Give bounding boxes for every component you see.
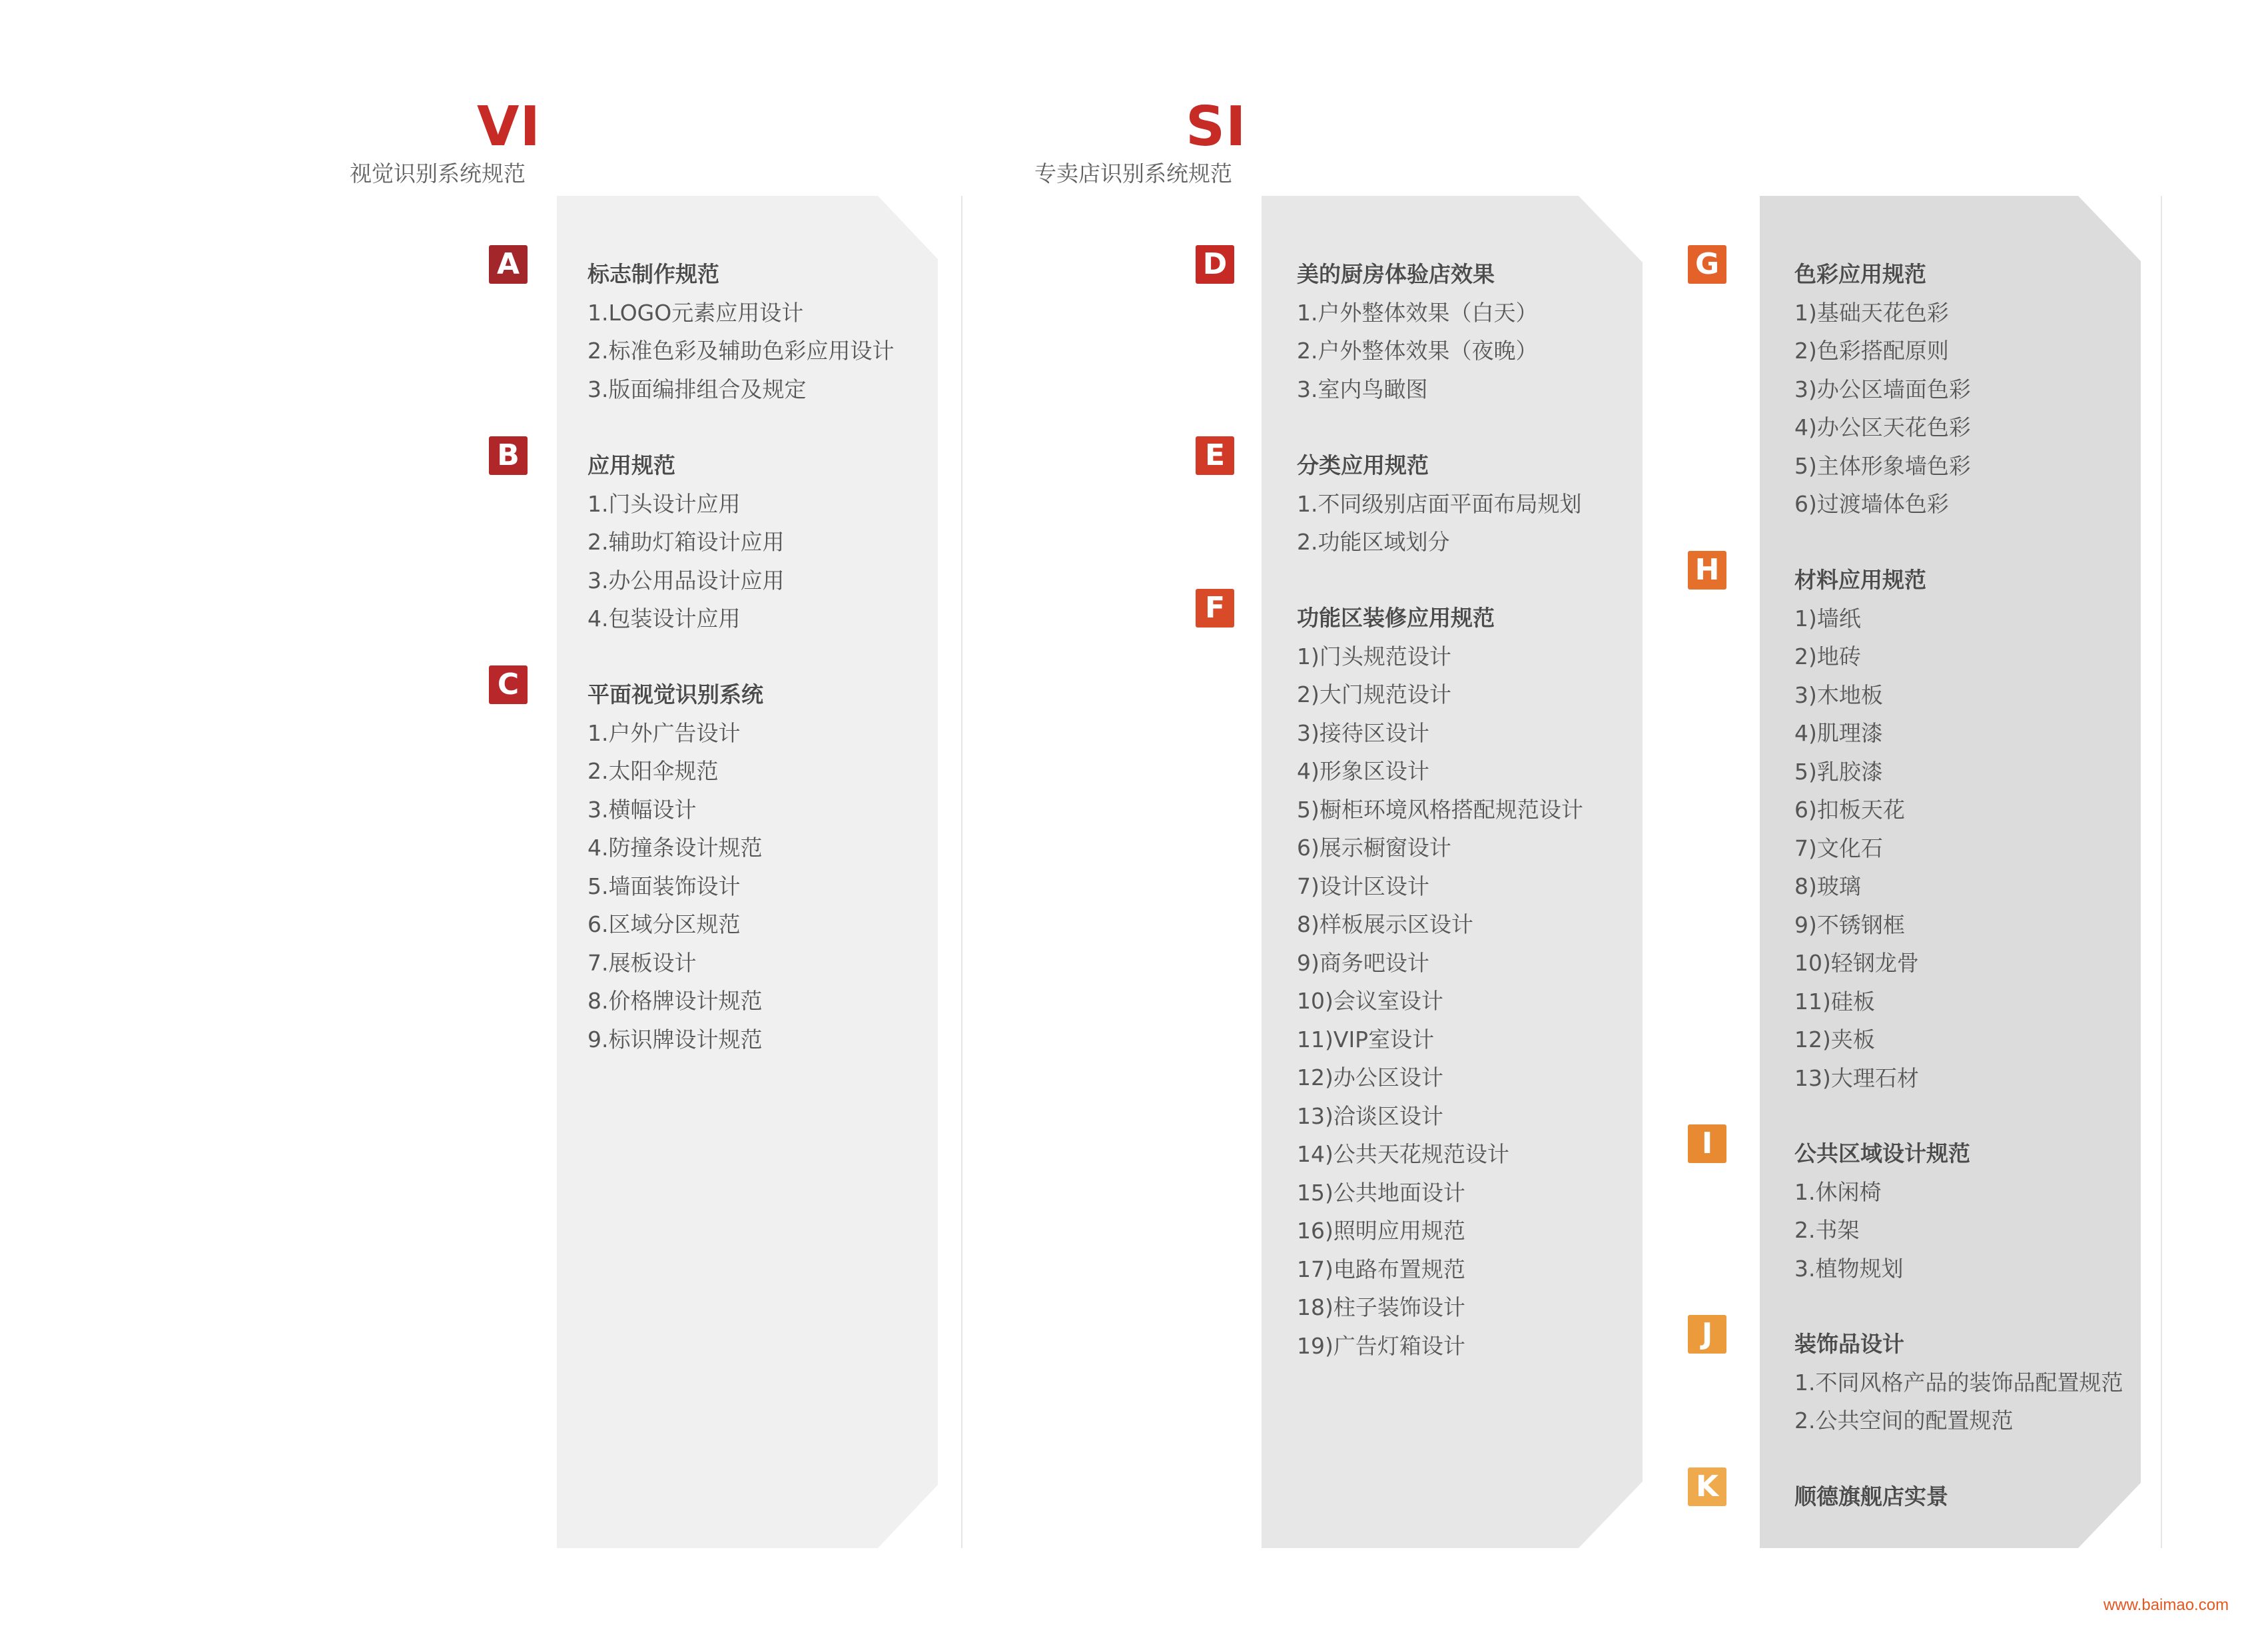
section-item: 1.不同风格产品的装饰品配置规范: [1794, 1369, 2123, 1396]
section-a: [587, 255, 895, 408]
section-item: 4.防撞条设计规范: [587, 835, 763, 861]
section-item: 8)玻璃: [1794, 873, 1861, 899]
section-f: [1297, 599, 1583, 1365]
section-badge-letter: E: [1204, 438, 1226, 472]
section-item: 4)办公区天花色彩: [1794, 414, 1971, 440]
section-title: 功能区装修应用规范: [1297, 605, 1495, 631]
section-item: 2)大门规范设计: [1297, 681, 1451, 707]
section-item: 2.辅助灯箱设计应用: [587, 529, 785, 555]
section-title: 装饰品设计: [1794, 1331, 1904, 1357]
section-d: [1297, 255, 1538, 408]
si-subtitle: 专卖店识别系统规范: [1034, 161, 1232, 187]
section-badge-h: [1688, 551, 1726, 590]
section-item: 5.墙面装饰设计: [587, 873, 741, 899]
section-title: 分类应用规范: [1297, 452, 1429, 478]
section-item: 10)轻钢龙骨: [1794, 950, 1919, 976]
section-item: 2.功能区域划分: [1297, 529, 1450, 555]
section-item: 10)会议室设计: [1297, 988, 1443, 1014]
section-title: 色彩应用规范: [1794, 261, 1926, 287]
section-item: 2.标准色彩及辅助色彩应用设计: [587, 338, 895, 364]
section-item: 5)橱柜环境风格搭配规范设计: [1297, 796, 1583, 823]
section-b: [587, 446, 785, 638]
section-item: 5)主体形象墙色彩: [1794, 452, 1971, 479]
section-item: 7)文化石: [1794, 835, 1883, 861]
divider-vi-si: [961, 196, 962, 1548]
section-badge-i: [1688, 1124, 1726, 1163]
section-badge-e: [1196, 436, 1234, 475]
section-badge-a: [489, 245, 528, 284]
section-g: [1794, 255, 1971, 524]
watermark-text: www.baimao.com: [2103, 1596, 2229, 1614]
section-badge-d: [1196, 245, 1234, 284]
section-item: 6.区域分区规范: [587, 911, 741, 937]
divider-right-edge: [2161, 196, 2162, 1548]
section-item: 1)门头规范设计: [1297, 643, 1451, 669]
section-item: 1)基础天花色彩: [1794, 299, 1949, 326]
section-i: [1794, 1134, 1970, 1288]
section-k: [1794, 1477, 1948, 1516]
section-badge-letter: A: [496, 247, 520, 281]
section-item: 3)办公区墙面色彩: [1794, 376, 1971, 402]
section-item: 9)不锈钢框: [1794, 911, 1905, 938]
section-item: 9)商务吧设计: [1297, 949, 1429, 976]
section-badge-b: [489, 436, 528, 475]
section-badge-letter: D: [1202, 247, 1228, 281]
section-badge-f: [1196, 589, 1234, 627]
section-item: 8.价格牌设计规范: [587, 988, 763, 1014]
section-item: 1.不同级别店面平面布局规划: [1297, 490, 1582, 517]
section-title: 顺德旗舰店实景: [1794, 1483, 1948, 1509]
section-item: 12)夹板: [1794, 1027, 1875, 1052]
section-badge-k: [1688, 1467, 1726, 1506]
section-item: 2.太阳伞规范: [587, 758, 719, 784]
section-item: 6)展示橱窗设计: [1297, 835, 1451, 861]
section-badge-letter: K: [1695, 1469, 1719, 1503]
section-item: 9.标识牌设计规范: [587, 1026, 763, 1052]
section-item: 6)扣板天花: [1794, 797, 1905, 823]
section-item: 2.户外整体效果（夜晚）: [1297, 338, 1538, 364]
section-item: 3.版面编排组合及规定: [587, 376, 807, 402]
section-item: 8)样板展示区设计: [1297, 911, 1473, 937]
section-item: 3.室内鸟瞰图: [1297, 376, 1428, 402]
section-title: 材料应用规范: [1794, 567, 1926, 593]
section-item: 16)照明应用规范: [1297, 1218, 1465, 1244]
section-item: 1.门头设计应用: [587, 490, 741, 517]
section-item: 2.书架: [1794, 1217, 1860, 1243]
section-item: 4)肌理漆: [1794, 720, 1883, 746]
section-item: 4)形象区设计: [1297, 758, 1429, 784]
section-item: 3)接待区设计: [1297, 719, 1429, 746]
section-badge-letter: I: [1701, 1126, 1713, 1160]
section-h: [1794, 561, 1926, 1097]
si-heading: SI: [1186, 95, 1247, 159]
section-item: 1.户外整体效果（白天）: [1297, 299, 1538, 326]
section-item: 13)洽谈区设计: [1297, 1102, 1443, 1129]
section-item: 4.包装设计应用: [587, 606, 741, 631]
section-badge-letter: B: [497, 438, 520, 472]
section-item: 17)电路布置规范: [1297, 1256, 1465, 1282]
vi-heading: VI: [477, 95, 541, 159]
section-item: 19)广告灯箱设计: [1297, 1332, 1465, 1359]
section-item: 13)大理石材: [1794, 1064, 1919, 1091]
section-item: 15)公共地面设计: [1297, 1179, 1465, 1206]
section-item: 1)墙纸: [1794, 605, 1861, 631]
section-item: 1.LOGO元素应用设计: [587, 299, 804, 326]
section-item: 5)乳胶漆: [1794, 758, 1883, 785]
section-badge-letter: H: [1694, 553, 1720, 587]
section-item: 18)柱子装饰设计: [1297, 1294, 1465, 1320]
section-item: 12)办公区设计: [1297, 1064, 1443, 1090]
section-item: 14)公共天花规范设计: [1297, 1141, 1509, 1167]
section-item: 11)硅板: [1794, 988, 1875, 1015]
section-item: 3.办公用品设计应用: [587, 567, 785, 594]
section-item: 2)色彩搭配原则: [1794, 338, 1949, 364]
section-title: 公共区域设计规范: [1794, 1140, 1970, 1166]
section-badge-letter: C: [497, 667, 520, 701]
section-title: 应用规范: [587, 452, 675, 478]
vi-subtitle: 视觉识别系统规范: [350, 161, 526, 187]
section-item: 11)VIP室设计: [1297, 1026, 1435, 1052]
section-item: 7)设计区设计: [1297, 873, 1429, 899]
section-item: 1.户外广告设计: [587, 719, 741, 746]
section-item: 2.公共空间的配置规范: [1794, 1408, 2014, 1434]
section-item: 3.植物规划: [1794, 1255, 1904, 1282]
section-title: 平面视觉识别系统: [587, 681, 763, 707]
section-item: 7.展板设计: [587, 949, 697, 976]
section-title: 标志制作规范: [587, 261, 719, 287]
section-badge-c: [489, 665, 528, 704]
section-c: [587, 675, 763, 1058]
section-item: 6)过渡墙体色彩: [1794, 491, 1949, 517]
section-badge-letter: J: [1701, 1317, 1713, 1351]
section-badge-letter: G: [1694, 247, 1720, 281]
section-title: 美的厨房体验店效果: [1297, 261, 1495, 287]
section-item: 3.横幅设计: [587, 796, 697, 823]
section-badge-j: [1688, 1315, 1726, 1354]
section-badge-letter: F: [1204, 591, 1226, 625]
section-item: 1.休闲椅: [1794, 1178, 1882, 1205]
section-item: 3)木地板: [1794, 681, 1883, 708]
section-item: 2)地砖: [1794, 643, 1861, 669]
section-j: [1794, 1325, 2123, 1440]
section-e: [1297, 446, 1582, 562]
section-badge-g: [1688, 245, 1726, 284]
